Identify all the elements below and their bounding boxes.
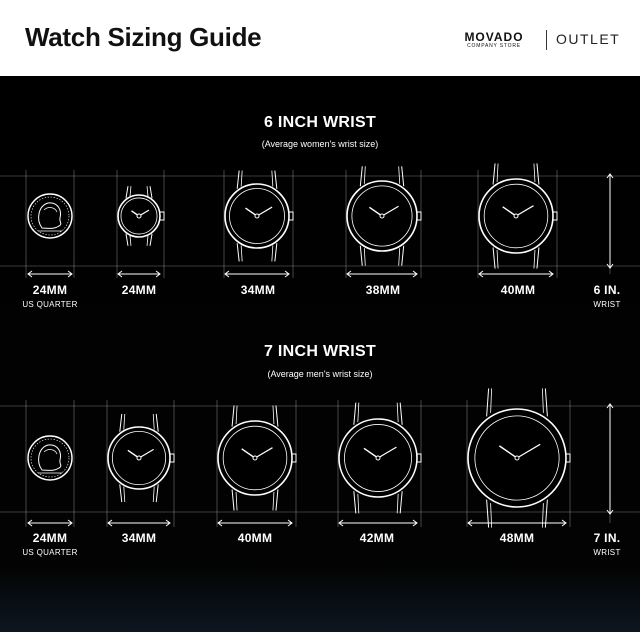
wrist-sub-label: WRIST	[593, 548, 621, 557]
watch-size-label: 48MM	[499, 531, 535, 545]
watch-face-icon	[118, 186, 164, 246]
brand-subtitle: COMPANY STORE	[467, 43, 521, 49]
watch-size-label: 40MM	[237, 531, 273, 545]
watch-size-label: 34MM	[121, 531, 157, 545]
watch-size-label: 42MM	[359, 531, 395, 545]
watch-face-icon	[347, 166, 421, 265]
section-subtitle-6-inch: (Average women's wrist size)	[261, 139, 379, 149]
quarter-coin-icon	[28, 436, 72, 480]
coin-name-label: US QUARTER	[22, 548, 78, 557]
section-title-6-inch: 6 INCH WRIST	[263, 114, 377, 131]
watch-face-icon	[218, 405, 296, 510]
watch-face-icon	[108, 414, 174, 502]
section-subtitle-7-inch: (Average men's wrist size)	[267, 369, 373, 379]
brand-divider	[546, 30, 547, 50]
wrist-size-label: 7 IN.	[593, 531, 621, 545]
watch-size-label: 34MM	[240, 283, 276, 297]
wrist-size-label: 6 IN.	[593, 283, 621, 297]
page-title: Watch Sizing Guide	[25, 22, 262, 52]
coin-size-label: 24MM	[32, 283, 68, 297]
brand-outlet: OUTLET	[556, 31, 621, 47]
watch-size-label: 24MM	[121, 283, 157, 297]
sizing-panel	[0, 76, 640, 632]
watch-size-label: 40MM	[500, 283, 536, 297]
brand-name: MOVADO	[464, 30, 524, 44]
watch-face-icon	[225, 171, 293, 262]
wrist-sub-label: WRIST	[593, 300, 621, 309]
watch-face-icon	[468, 388, 570, 527]
quarter-coin-icon	[28, 194, 72, 238]
watch-face-icon	[339, 403, 421, 514]
watch-size-label: 38MM	[365, 283, 401, 297]
coin-name-label: US QUARTER	[22, 300, 78, 309]
coin-size-label: 24MM	[32, 531, 68, 545]
page-header	[0, 0, 640, 76]
watch-face-icon	[479, 163, 557, 268]
section-title-7-inch: 7 INCH WRIST	[263, 343, 377, 360]
